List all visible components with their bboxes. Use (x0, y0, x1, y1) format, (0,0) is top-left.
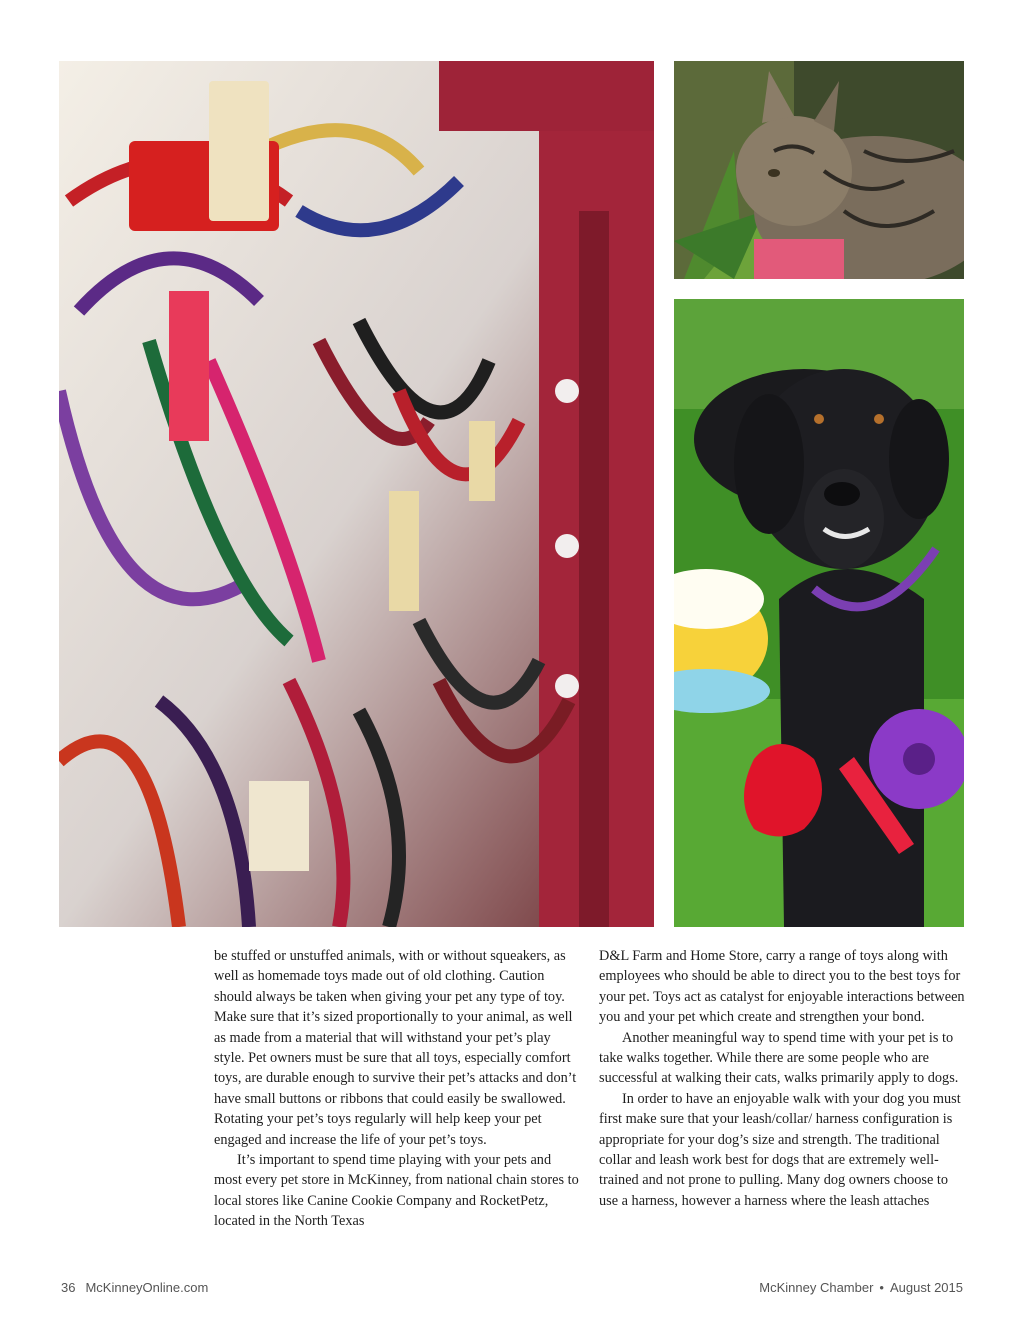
body-paragraph: It’s important to spend time playing with your pets and most every pet store in McKinney, from national chain stores to local stores like Canine Cookie Company and RocketPetz, located in the North Texas (214, 1152, 579, 1230)
issue-date: August 2015 (889, 1280, 963, 1295)
dog-photo (674, 299, 964, 927)
page-number: 36 (61, 1280, 76, 1295)
footer-left (61, 1280, 208, 1295)
body-paragraph: Another meaningful way to spend time with your pet is to take walks together. While there are some people who are successful at walking their cats, walks primarily apply to dogs. (599, 1029, 959, 1087)
separator-bullet: • (879, 1280, 884, 1295)
collars-photo (59, 61, 654, 927)
body-paragraph: be stuffed or unstuffed animals, with or without squeakers, as well as homemade toys made out of old clothing. Caution should always be taken when giving your pet any type of toy. Make sure that it’s sized proportionally to your animal, as well as made from a material that will withstand your pet’s play style. Pet owners must be sure that all toys, especially comfort toys, are durable enough to survive their pet’s attacks and don’t have small buttons or ribbons that could easily be swallowed. Rotating your pet’s toys regularly will help keep your pet engaged and increase the life of your pet’s toys. (214, 948, 577, 1148)
footer-right (759, 1280, 963, 1295)
publication-name: McKinney Chamber (759, 1280, 874, 1295)
website-link[interactable]: McKinneyOnline.com (85, 1280, 209, 1295)
cat-photo (674, 61, 964, 279)
text-column-right (599, 946, 965, 1211)
text-column-left (214, 946, 580, 1232)
body-paragraph: In order to have an enjoyable walk with your dog you must first make sure that your leash/collar/ harness configuration is appropriate for your dog’s size and strength. The traditional collar and leash work best for dogs that are extremely well-trained and not prone to pulling. Many dog owners choose to use a harness, however a harness where the leash attaches (599, 1090, 961, 1209)
body-paragraph: D&L Farm and Home Store, carry a range of toys along with employees who should be able to direct you to the best toys for your pet. Toys act as catalyst for enjoyable interactions between you and your pet which create and strengthen your bond. (599, 948, 965, 1026)
